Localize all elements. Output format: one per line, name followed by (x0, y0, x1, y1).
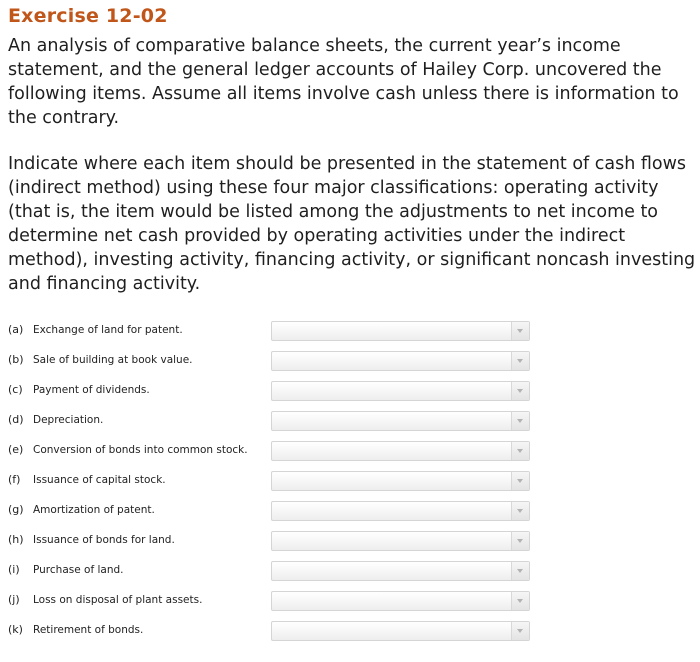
classification-dropdown-b[interactable] (271, 351, 530, 371)
dropdown-button[interactable] (511, 622, 529, 640)
item-text: Purchase of land. (33, 564, 124, 576)
item-text: Issuance of capital stock. (33, 474, 166, 486)
classification-dropdown-a[interactable] (271, 321, 530, 341)
item-label (8, 563, 124, 576)
item-text: Issuance of bonds for land. (33, 534, 175, 546)
item-text: Amortization of patent. (33, 504, 155, 516)
dropdown-button[interactable] (511, 442, 529, 460)
item-letter: (g) (8, 503, 24, 516)
item-label (8, 503, 155, 516)
classification-dropdown-e[interactable] (271, 441, 530, 461)
item-letter: (a) (8, 323, 24, 336)
item-row-i (0, 558, 700, 588)
classification-dropdown-i[interactable] (271, 561, 530, 581)
item-label (8, 323, 183, 336)
classification-dropdown-j[interactable] (271, 591, 530, 611)
item-row-d (0, 408, 700, 438)
item-row-k (0, 618, 700, 648)
chevron-down-icon (517, 359, 523, 363)
dropdown-button[interactable] (511, 382, 529, 400)
item-letter: (e) (8, 443, 24, 456)
chevron-down-icon (517, 509, 523, 513)
dropdown-button[interactable] (511, 412, 529, 430)
item-text: Exchange of land for patent. (33, 324, 183, 336)
chevron-down-icon (517, 599, 523, 603)
item-row-a (0, 318, 700, 348)
dropdown-button[interactable] (511, 562, 529, 580)
chevron-down-icon (517, 539, 523, 543)
classification-dropdown-k[interactable] (271, 621, 530, 641)
item-letter: (k) (8, 623, 23, 636)
item-text: Conversion of bonds into common stock. (33, 444, 248, 456)
item-label (8, 623, 143, 636)
intro-paragraph: An analysis of comparative balance sheets, the current year’s income statement, and the general ledger accounts of Hailey Corp. uncovered the following items. Assume all items involve cash unless there is information to the contrary. (8, 36, 679, 128)
item-label (8, 533, 175, 546)
dropdown-button[interactable] (511, 502, 529, 520)
chevron-down-icon (517, 329, 523, 333)
item-text: Retirement of bonds. (33, 624, 144, 636)
item-letter: (b) (8, 353, 24, 366)
chevron-down-icon (517, 389, 523, 393)
item-row-c (0, 378, 700, 408)
instructions-paragraph: Indicate where each item should be presented in the statement of cash flows (indirect method) using these four major classifications: operating activity (that is, the item would be listed among the adjustments to net income to determine net cash provided by operating activities under the indirect method), investing activity, financing activity, or significant noncash investing and financing activity. (8, 154, 696, 294)
classification-dropdown-f[interactable] (271, 471, 530, 491)
item-label (8, 593, 202, 606)
classification-dropdown-c[interactable] (271, 381, 530, 401)
item-label (8, 383, 150, 396)
dropdown-button[interactable] (511, 322, 529, 340)
item-label (8, 353, 193, 366)
classification-dropdown-g[interactable] (271, 501, 530, 521)
item-text: Loss on disposal of plant assets. (33, 594, 203, 606)
exercise-title: Exercise 12-02 (8, 5, 168, 27)
chevron-down-icon (517, 629, 523, 633)
chevron-down-icon (517, 419, 523, 423)
classification-dropdown-d[interactable] (271, 411, 530, 431)
dropdown-button[interactable] (511, 472, 529, 490)
item-text: Payment of dividends. (33, 384, 150, 396)
item-letter: (i) (8, 563, 20, 576)
item-label (8, 443, 248, 456)
item-label (8, 413, 103, 426)
item-text: Sale of building at book value. (33, 354, 193, 366)
chevron-down-icon (517, 479, 523, 483)
item-letter: (c) (8, 383, 23, 396)
item-text: Depreciation. (33, 414, 104, 426)
chevron-down-icon (517, 569, 523, 573)
item-row-e (0, 438, 700, 468)
chevron-down-icon (517, 449, 523, 453)
item-row-j (0, 588, 700, 618)
item-row-b (0, 348, 700, 378)
classification-dropdown-h[interactable] (271, 531, 530, 551)
dropdown-button[interactable] (511, 532, 529, 550)
item-row-f (0, 468, 700, 498)
dropdown-button[interactable] (511, 592, 529, 610)
item-letter: (j) (8, 593, 20, 606)
item-letter: (f) (8, 473, 21, 486)
item-row-h (0, 528, 700, 558)
item-letter: (h) (8, 533, 24, 546)
item-letter: (d) (8, 413, 24, 426)
item-row-g (0, 498, 700, 528)
item-label (8, 473, 166, 486)
dropdown-button[interactable] (511, 352, 529, 370)
